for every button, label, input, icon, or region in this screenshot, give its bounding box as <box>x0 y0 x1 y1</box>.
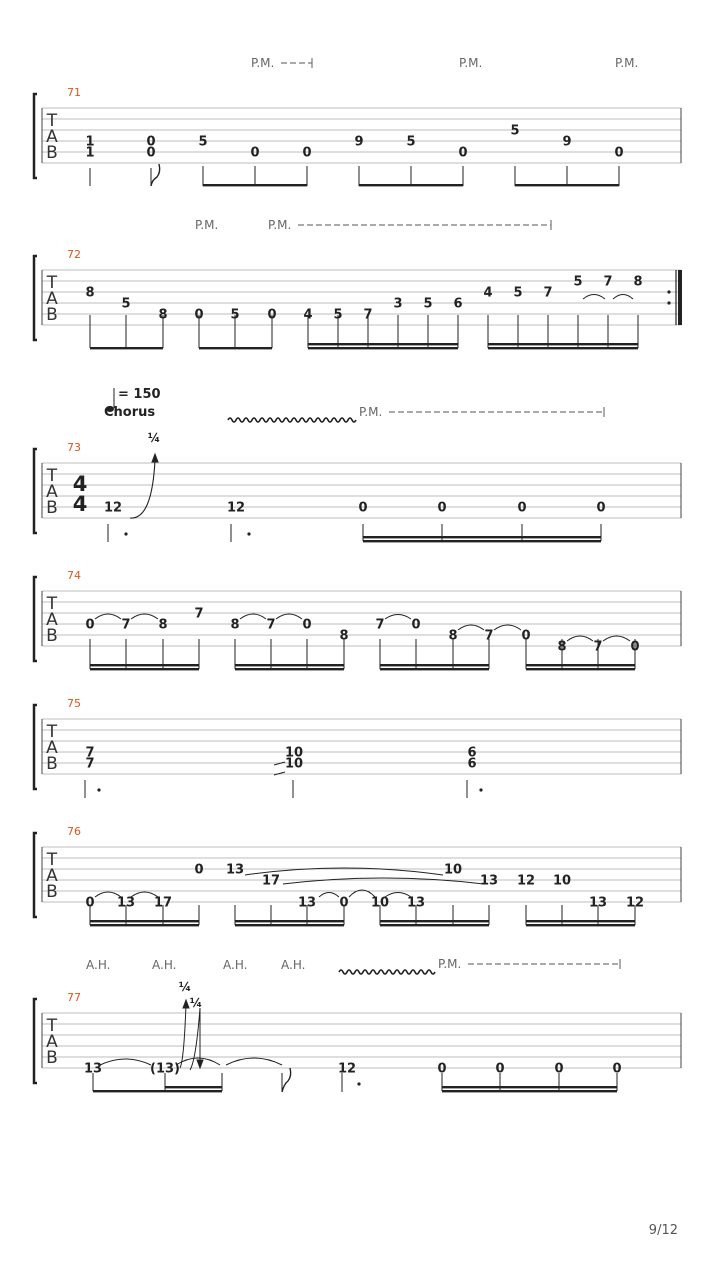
fret-number: 0 <box>437 1061 447 1077</box>
fret-number: 4 <box>483 285 493 301</box>
system-bracket <box>34 705 37 789</box>
tie-arc <box>613 295 633 300</box>
beam <box>235 664 344 666</box>
beam <box>488 347 638 349</box>
beam <box>90 920 199 922</box>
fret-number: 5 <box>423 296 433 312</box>
fret-number: 0 <box>411 617 421 633</box>
fret-number: 7 <box>375 617 385 633</box>
bend-arrow <box>152 454 158 462</box>
fret-number: (13) <box>150 1061 180 1077</box>
palm-mute-label: P.M. <box>195 218 219 232</box>
tie-arc <box>494 625 521 630</box>
time-signature-denominator: 4 <box>72 492 88 516</box>
fret-number: 10 <box>370 895 390 911</box>
beam <box>203 184 307 186</box>
beam <box>165 1086 222 1088</box>
fret-number: 8 <box>158 307 168 323</box>
rhythm-dot <box>124 532 127 535</box>
tie-arc <box>276 614 302 619</box>
palm-mute-label: P.M. <box>251 56 275 70</box>
measure-number: 72 <box>67 248 81 261</box>
beam <box>90 668 199 670</box>
fret-number: 13 <box>116 895 136 911</box>
tab-letter-t: T <box>46 594 58 614</box>
tab-letter-t: T <box>46 850 58 870</box>
measure-number: 77 <box>67 991 81 1004</box>
fret-number: 12 <box>103 500 123 516</box>
tab-letter-b: B <box>46 1048 58 1068</box>
tie-arc <box>226 1058 282 1065</box>
fret-number: 0 <box>85 617 95 633</box>
beam <box>235 668 344 670</box>
bend-release-arrow <box>197 1060 203 1068</box>
beam <box>515 184 619 186</box>
bend-amount: ¼ <box>189 996 203 1010</box>
system-bracket <box>34 94 37 178</box>
repeat-barline-thick <box>678 270 682 325</box>
measure-number: 71 <box>67 86 81 99</box>
beam <box>359 184 463 186</box>
fret-number: 0 <box>495 1061 505 1077</box>
tie-arc <box>100 1059 151 1065</box>
fret-number: 8 <box>339 628 349 644</box>
fret-number: 6 <box>467 756 477 772</box>
fret-number: 0 <box>612 1061 622 1077</box>
artificial-harmonic-label: A.H. <box>86 958 111 972</box>
palm-mute-label: P.M. <box>438 957 462 971</box>
fret-number: 4 <box>303 307 313 323</box>
fret-number: 0 <box>250 145 260 161</box>
fret-number: 10 <box>284 745 304 761</box>
tab-letter-a: A <box>46 289 58 309</box>
beam <box>308 347 458 349</box>
beam <box>526 668 635 670</box>
fret-number: 8 <box>85 285 95 301</box>
time-signature-numerator: 4 <box>72 472 88 496</box>
beam <box>90 664 199 666</box>
note-flag <box>151 164 160 186</box>
fret-number: 13 <box>479 873 499 889</box>
beam <box>363 536 601 538</box>
fret-number: 0 <box>146 145 156 161</box>
beam <box>526 920 635 922</box>
fret-number: 10 <box>284 756 304 772</box>
tab-letter-a: A <box>46 610 58 630</box>
beam <box>380 924 489 926</box>
rhythm-dot <box>667 301 670 304</box>
tab-letter-t: T <box>46 466 58 486</box>
rhythm-dot <box>667 290 670 293</box>
fret-number: 13 <box>406 895 426 911</box>
fret-number: 7 <box>543 285 553 301</box>
fret-number: 0 <box>194 307 204 323</box>
beam <box>526 924 635 926</box>
tab-letter-t: T <box>46 273 58 293</box>
artificial-harmonic-label: A.H. <box>152 958 177 972</box>
fret-number: 5 <box>230 307 240 323</box>
fret-number: 12 <box>226 500 246 516</box>
fret-number: 10 <box>443 862 463 878</box>
fret-number: 9 <box>562 134 572 150</box>
fret-number: 0 <box>194 862 204 878</box>
bend-curve <box>180 1004 186 1068</box>
beam <box>308 343 458 345</box>
system-bracket <box>34 577 37 661</box>
fret-number: 0 <box>302 145 312 161</box>
fret-number: 0 <box>358 500 368 516</box>
fret-number: 0 <box>554 1061 564 1077</box>
tab-letter-t: T <box>46 722 58 742</box>
fret-number: 5 <box>510 123 520 139</box>
artificial-harmonic-label: A.H. <box>223 958 248 972</box>
beam <box>442 1090 617 1092</box>
tab-letter-b: B <box>46 305 58 325</box>
beam <box>90 347 163 349</box>
fret-number: 17 <box>153 895 173 911</box>
tab-letter-b: B <box>46 882 58 902</box>
system-bracket <box>34 449 37 533</box>
fret-number: 13 <box>83 1061 103 1077</box>
beam <box>363 540 601 542</box>
fret-number: 5 <box>406 134 416 150</box>
tab-letter-t: T <box>46 111 58 131</box>
beam <box>488 343 638 345</box>
tie-arc <box>131 614 158 619</box>
tie-arc <box>385 615 411 620</box>
note-flag <box>282 1068 291 1092</box>
fret-number: 0 <box>85 895 95 911</box>
tab-letter-a: A <box>46 866 58 886</box>
fret-number: 1 <box>85 134 95 150</box>
fret-number: 3 <box>393 296 403 312</box>
tab-letter-b: B <box>46 143 58 163</box>
tie-arc <box>567 636 593 641</box>
measure-number: 75 <box>67 697 81 710</box>
section-label: Chorus <box>104 405 156 420</box>
tie-arc <box>583 295 605 300</box>
bend-curve <box>130 460 155 518</box>
palm-mute-label: P.M. <box>268 218 292 232</box>
tie-arc <box>240 614 266 619</box>
fret-number: 13 <box>297 895 317 911</box>
fret-number: 0 <box>458 145 468 161</box>
fret-number: 9 <box>354 134 364 150</box>
rhythm-dot <box>97 788 100 791</box>
vibrato-line <box>339 970 435 974</box>
tie-arc <box>95 614 121 619</box>
fret-number: 5 <box>121 296 131 312</box>
system-bracket <box>34 999 37 1083</box>
fret-number: 5 <box>513 285 523 301</box>
fret-number: 6 <box>453 296 463 312</box>
fret-number: 12 <box>337 1061 357 1077</box>
beam <box>235 924 344 926</box>
tempo-marking: = 150 <box>118 387 161 402</box>
fret-number: 8 <box>448 628 458 644</box>
fret-number: 12 <box>625 895 645 911</box>
beam <box>380 668 489 670</box>
palm-mute-label: P.M. <box>459 56 483 70</box>
fret-number: 5 <box>198 134 208 150</box>
system-bracket <box>34 833 37 917</box>
fret-number: 8 <box>633 274 643 290</box>
tab-letter-a: A <box>46 1032 58 1052</box>
fret-number: 7 <box>85 745 95 761</box>
fret-number: 7 <box>266 617 276 633</box>
measure-number: 74 <box>67 569 81 582</box>
fret-number: 7 <box>194 606 204 622</box>
tie-arc <box>319 893 339 898</box>
bend-amount: ¼ <box>178 980 192 994</box>
fret-number: 8 <box>158 617 168 633</box>
beam <box>380 920 489 922</box>
fret-number: 13 <box>225 862 245 878</box>
beam <box>526 664 635 666</box>
tab-letter-t: T <box>46 1016 58 1036</box>
fret-number: 17 <box>261 873 281 889</box>
fret-number: 12 <box>516 873 536 889</box>
tie-arc <box>283 878 484 884</box>
fret-number: 7 <box>85 756 95 772</box>
fret-number: 7 <box>593 639 603 655</box>
rhythm-dot <box>479 788 482 791</box>
rhythm-dot <box>247 532 250 535</box>
artificial-harmonic-label: A.H. <box>281 958 306 972</box>
fret-number: 0 <box>521 628 531 644</box>
tab-letter-b: B <box>46 754 58 774</box>
palm-mute-label: P.M. <box>359 405 383 419</box>
tie-arc <box>458 625 484 630</box>
beam <box>380 664 489 666</box>
fret-number: 1 <box>85 145 95 161</box>
tie-arc <box>603 636 630 641</box>
tab-letter-a: A <box>46 127 58 147</box>
fret-number: 5 <box>333 307 343 323</box>
fret-number: 13 <box>588 895 608 911</box>
beam <box>235 920 344 922</box>
measure-number: 76 <box>67 825 81 838</box>
tab-letter-b: B <box>46 626 58 646</box>
fret-number: 6 <box>467 745 477 761</box>
tab-letter-a: A <box>46 482 58 502</box>
fret-number: 7 <box>363 307 373 323</box>
beam <box>199 347 272 349</box>
fret-number: 8 <box>557 639 567 655</box>
fret-number: 0 <box>614 145 624 161</box>
tab-letter-b: B <box>46 498 58 518</box>
fret-number: 0 <box>302 617 312 633</box>
fret-number: 0 <box>630 639 640 655</box>
bend-arrow <box>183 1000 189 1008</box>
fret-number: 10 <box>552 873 572 889</box>
fret-number: 7 <box>121 617 131 633</box>
fret-number: 0 <box>146 134 156 150</box>
fret-number: 0 <box>596 500 606 516</box>
fret-number: 0 <box>339 895 349 911</box>
fret-number: 7 <box>484 628 494 644</box>
beam <box>90 924 199 926</box>
bend-amount: ¼ <box>147 431 161 445</box>
system-bracket <box>34 256 37 340</box>
fret-number: 7 <box>603 274 613 290</box>
page-number: 9/12 <box>648 1223 678 1238</box>
fret-number: 0 <box>437 500 447 516</box>
measure-number: 73 <box>67 441 81 454</box>
rhythm-dot <box>357 1082 360 1085</box>
beam <box>93 1090 222 1092</box>
palm-mute-label: P.M. <box>615 56 639 70</box>
tab-letter-a: A <box>46 738 58 758</box>
vibrato-line <box>228 418 356 422</box>
fret-number: 0 <box>267 307 277 323</box>
fret-number: 0 <box>517 500 527 516</box>
fret-number: 5 <box>573 274 583 290</box>
fret-number: 8 <box>230 617 240 633</box>
beam <box>442 1086 617 1088</box>
